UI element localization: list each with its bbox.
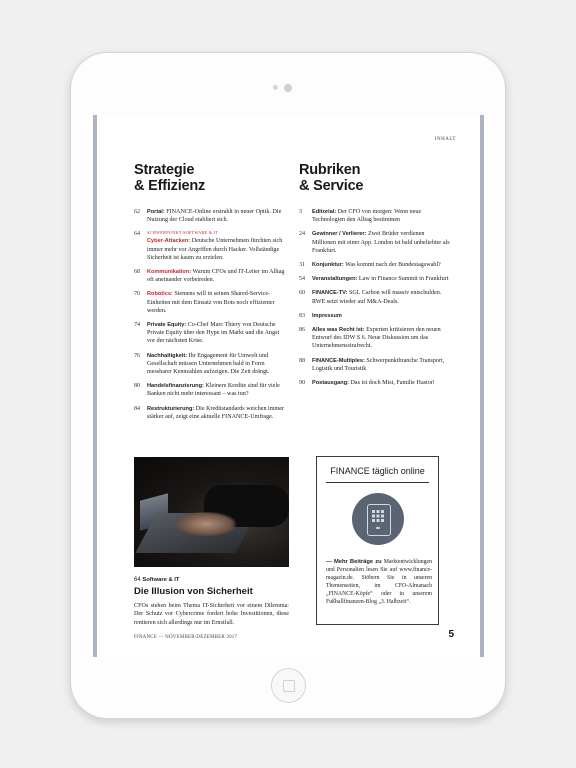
toc-page-number: 68 <box>134 269 141 276</box>
toc-page-number: 90 <box>299 380 306 387</box>
online-box-rule <box>326 482 429 483</box>
toc-text: FINANCE-Online erstrahlt in neuer Optik. Die Nutzung der Cloud etabliert sich. <box>147 209 282 224</box>
right-side-bar <box>480 115 484 657</box>
feature-kicker-label: Software & IT <box>142 577 180 583</box>
feature-title: Die Illusion von Sicherheit <box>134 586 253 598</box>
online-icon-circle <box>352 493 404 545</box>
sensor-dot <box>273 85 278 90</box>
toc-entry[interactable] <box>299 261 450 269</box>
toc-text: Das ist doch Mist, Familie Hastor! <box>349 380 435 387</box>
online-box-title: FINANCE täglich online <box>330 466 425 476</box>
toc-tag: Nachhaltigkeit: <box>147 352 188 359</box>
front-camera <box>284 84 292 92</box>
online-box-lead: — Mehr Beiträge zu <box>326 559 382 565</box>
toc-entry[interactable] <box>134 290 285 315</box>
toc-text: SGL Carbon will massiv entschulden. RWE setzt wieder auf M&A-Deals. <box>312 290 442 305</box>
toc-entry[interactable] <box>299 289 450 305</box>
toc-entry[interactable] <box>134 321 285 346</box>
toc-page-number: 70 <box>134 291 141 298</box>
toc-entry[interactable] <box>134 208 285 224</box>
magazine-page <box>93 115 484 657</box>
toc-text: Warum CFOs und IT-Leiter im Alltag oft aneinander vorbeireden. <box>147 269 285 284</box>
toc-entry[interactable] <box>134 382 285 398</box>
toc-tag: Portal: <box>147 209 165 215</box>
feature-page: 64 <box>134 577 141 583</box>
toc-text: Zwei Brüder verdienen Millionen mit einer App. London ist bald unbeliebter als Frankfurt. <box>312 231 450 254</box>
toc-text: Was kommt nach der Bundestagswahl? <box>343 262 441 269</box>
toc-page-number: 3 <box>299 209 303 215</box>
photo-hands <box>176 512 236 536</box>
toc-tag: FINANCE-TV: <box>312 290 348 297</box>
home-button[interactable] <box>271 668 306 703</box>
toc-text: Ihr Engagement für Umwelt und Gesellschaft müssen Unternehmen bald in Form messbarer Kennzahlen aufzeigen. Die Zeit drängt. <box>147 352 270 376</box>
toc-page-number: 86 <box>299 327 306 334</box>
toc-entry[interactable] <box>299 208 450 224</box>
toc-page-number: 24 <box>299 231 306 238</box>
toc-tag: Robotics: <box>147 291 173 298</box>
toc-page-number: 84 <box>134 405 141 412</box>
toc-text: Kleinere Kredite sind für viele Banken nicht mehr interessant – was tun? <box>147 383 280 398</box>
left-heading-line-1: Strategie <box>134 162 195 178</box>
page-footer: FINANCE — NOVEMBER/DEZEMBER 2017 <box>134 635 238 640</box>
right-column-heading <box>299 162 363 194</box>
toc-text: Der CFO von morgen: Wenn neue Technologien den Alltag bestimmen <box>312 209 422 224</box>
toc-tag: Konjunktur: <box>312 262 344 269</box>
toc-entry[interactable] <box>299 275 450 283</box>
toc-page-number: 88 <box>299 357 306 364</box>
left-side-bar <box>93 115 97 657</box>
feature-text: CFOs stehen beim Thema IT-Sicherheit vor einem Dilemma: Der Schutz vor Cybercrime fordert hohe Investitionen, diese rentieren sich allerdings nur im Ernstfall. <box>134 603 289 626</box>
section-label: INHALT <box>434 137 456 142</box>
toc-entry[interactable] <box>299 312 450 320</box>
toc-entry[interactable] <box>134 352 285 377</box>
tablet-icon <box>367 504 391 536</box>
right-heading-line-1: Rubriken <box>299 162 361 178</box>
toc-tag: Veranstaltungen: <box>312 276 358 283</box>
toc-page-number: 80 <box>134 383 141 390</box>
toc-entry[interactable] <box>299 379 450 387</box>
toc-tag: Impressum <box>312 312 342 319</box>
toc-text: Deutsche Unternehmen fürchten sich immer mehr vor Angriffen durch Hacker. Vollständige Sicherheit ist kaum zu erzielen. <box>147 238 283 261</box>
left-heading-line-2: & Effizienz <box>134 178 206 194</box>
online-box-text <box>326 558 432 606</box>
home-square-icon <box>283 680 295 692</box>
toc-text: Schwerpunktbranche Transport, Logistik und Touristik <box>312 357 445 372</box>
toc-page-number: 83 <box>299 312 306 319</box>
toc-entry[interactable] <box>134 230 285 262</box>
left-toc-list <box>134 208 285 427</box>
toc-text: Co-Chef Marc Thiery von Deutsche Private Equity über den Hype im Markt und die Angst vor der nächsten Krise. <box>147 322 280 345</box>
right-toc-list <box>299 208 450 393</box>
toc-text: Die Kreditstandards weichen immer stärker auf, zeigt eine aktuelle FINANCE-Umfrage. <box>147 405 284 420</box>
toc-tag: Gewinner / Verlierer: <box>312 231 367 238</box>
toc-tag: Alles was Recht ist: <box>312 327 365 334</box>
toc-entry[interactable] <box>299 326 450 351</box>
toc-text: Experten kritisieren den neuen Entwurf des IDW S 6. Neue Diskussion um das Unternehmensstrafrecht. <box>312 327 441 350</box>
toc-tag: Restrukturierung: <box>147 405 195 412</box>
toc-page-number: 64 <box>134 231 141 238</box>
feature-teaser[interactable] <box>134 576 289 627</box>
toc-tag: Private Equity: <box>147 322 187 329</box>
toc-text: Law in Finance Summit in Frankfurt <box>357 276 449 283</box>
toc-kicker: SCHWERPUNKT SOFTWARE & IT <box>147 230 219 236</box>
online-box-body: Marktentwicklungen und Personalien lesen Sie auf www.finance-magazin.de. Stöbern Sie in unseren Themenseiten, im CFO-Almanach „FINANCE-Köpfe“ oder in unserem Fußballfinanzen-Blog „3. Halbzeit“. <box>326 559 432 605</box>
toc-tag: Editorial: <box>312 209 337 215</box>
toc-entry[interactable] <box>134 405 285 421</box>
toc-entry[interactable] <box>299 230 450 255</box>
toc-tag: Handelsfinanzierung: <box>147 383 204 390</box>
toc-tag: FINANCE-Multiples: <box>312 357 365 364</box>
toc-page-number: 54 <box>299 276 306 283</box>
toc-page-number: 74 <box>134 322 141 329</box>
page-number: 5 <box>448 629 454 640</box>
toc-page-number: 62 <box>134 209 141 215</box>
toc-page-number: 60 <box>299 290 306 297</box>
toc-tag: Cyber-Attacken: <box>147 238 191 245</box>
online-box[interactable] <box>316 456 439 625</box>
toc-page-number: 31 <box>299 262 306 269</box>
toc-entry[interactable] <box>134 268 285 284</box>
feature-photo[interactable] <box>134 457 289 567</box>
toc-text: Siemens will in seinen Shared-Service-Einheiten mit dem Einsatz von Bots noch effizienter werden. <box>147 291 275 314</box>
toc-entry[interactable] <box>299 357 450 373</box>
toc-page-number: 76 <box>134 352 141 359</box>
left-column-heading <box>134 162 205 194</box>
right-heading-line-2: & Service <box>299 178 364 194</box>
toc-tag: Postausgang: <box>312 380 349 387</box>
feature-kicker <box>134 576 289 584</box>
toc-tag: Kommunikation: <box>147 269 192 276</box>
